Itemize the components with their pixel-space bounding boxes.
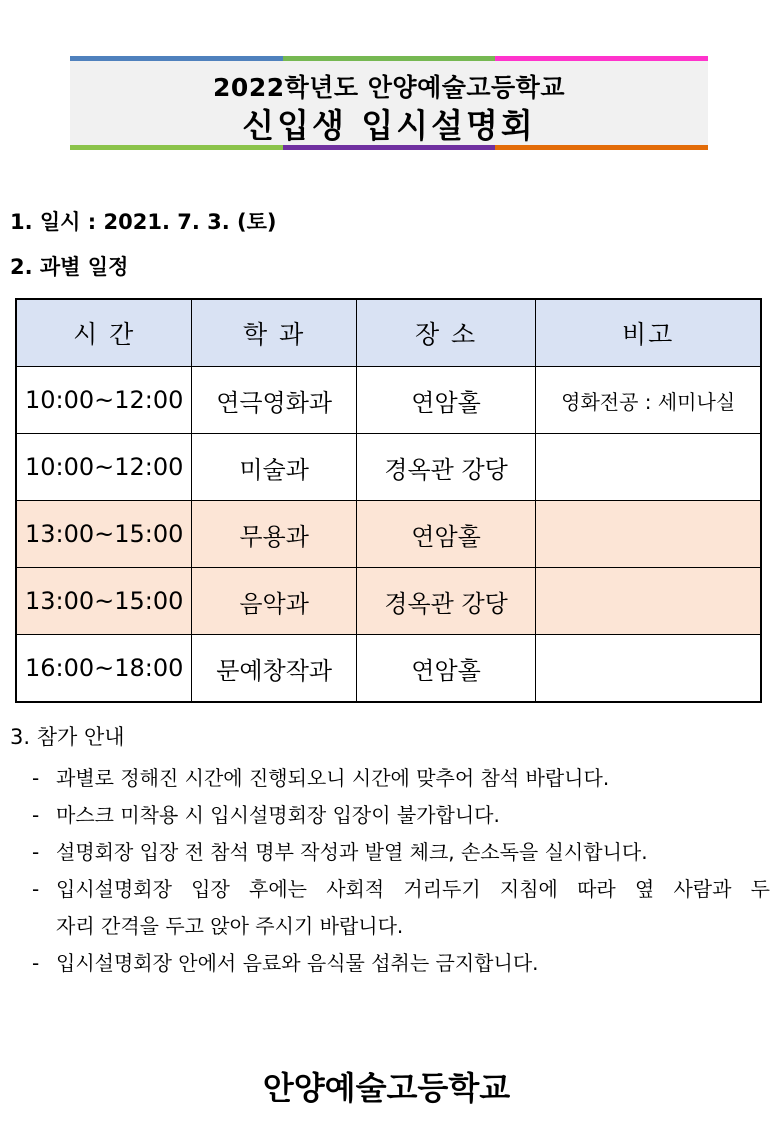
- guide-text: 자리 간격을 두고 앉아 주시기 바랍니다.: [56, 914, 404, 938]
- cell-note: [536, 501, 761, 568]
- top-bar-segment-2: [283, 56, 496, 61]
- cell-time: 10:00~12:00: [16, 434, 192, 501]
- header-time: 시 간: [16, 299, 192, 367]
- section-guide-heading: 3. 참가 안내: [10, 725, 125, 749]
- cell-place: 연암홀: [356, 501, 535, 568]
- table-header-row: [16, 299, 761, 367]
- cell-place: 경옥관 강당: [356, 568, 535, 635]
- dash-bullet: -: [32, 951, 40, 975]
- cell-department: 무용과: [192, 501, 356, 568]
- title-bottom-bar: [70, 145, 708, 150]
- dash-bullet: -: [32, 840, 40, 864]
- guide-text: 마스크 미착용 시 입시설명회장 입장이 불가합니다.: [56, 803, 500, 827]
- cell-place: 경옥관 강당: [356, 434, 535, 501]
- cell-department: 문예창작과: [192, 635, 356, 703]
- table-row: [16, 434, 761, 501]
- section-date: 1. 일시 : 2021. 7. 3. (토): [10, 210, 277, 234]
- list-item-continuation: [32, 908, 770, 945]
- list-item: [32, 797, 770, 834]
- list-item: [32, 834, 770, 871]
- cell-note: [536, 635, 761, 703]
- cell-time: 13:00~15:00: [16, 568, 192, 635]
- footer-school-name: 안양예술고등학교: [262, 1069, 511, 1107]
- title-line-1: 2022학년도 안양예술고등학교: [213, 73, 565, 102]
- header-note: 비고: [536, 299, 761, 367]
- cell-note: [536, 568, 761, 635]
- dash-bullet: -: [32, 766, 40, 790]
- guide-text: 입시설명회장 입장 후에는 사회적 거리두기 지침에 따라 옆 사람과 두: [56, 877, 770, 901]
- guide-text: 설명회장 입장 전 참석 명부 작성과 발열 체크, 손소독을 실시합니다.: [56, 840, 648, 864]
- dash-bullet: -: [32, 803, 40, 827]
- guide-text: 입시설명회장 안에서 음료와 음식물 섭취는 금지합니다.: [56, 951, 539, 975]
- cell-place: 연암홀: [356, 635, 535, 703]
- section-schedule-heading: 2. 과별 일정: [10, 255, 129, 279]
- bottom-bar-segment-3: [495, 145, 708, 150]
- table-row: [16, 635, 761, 703]
- bottom-bar-segment-2: [283, 145, 496, 150]
- cell-note: [536, 434, 761, 501]
- dash-bullet: -: [32, 877, 40, 901]
- list-item: [32, 760, 770, 797]
- cell-time: 13:00~15:00: [16, 501, 192, 568]
- list-item: [32, 945, 770, 982]
- table-row: [16, 367, 761, 434]
- cell-time: 10:00~12:00: [16, 367, 192, 434]
- header-place: 장 소: [356, 299, 535, 367]
- top-bar-segment-3: [495, 56, 708, 61]
- bottom-bar-segment-1: [70, 145, 283, 150]
- cell-department: 연극영화과: [192, 367, 356, 434]
- cell-department: 미술과: [192, 434, 356, 501]
- table-row: [16, 568, 761, 635]
- guide-list: [32, 760, 770, 982]
- top-bar-segment-1: [70, 56, 283, 61]
- cell-time: 16:00~18:00: [16, 635, 192, 703]
- title-box: [70, 56, 708, 150]
- cell-note: 영화전공 : 세미나실: [536, 367, 761, 434]
- list-item: [32, 871, 770, 908]
- title-line-2: 신입생 입시설명회: [242, 106, 536, 145]
- title-top-bar: [70, 56, 708, 61]
- schedule-table: [15, 298, 762, 703]
- table-row: [16, 501, 761, 568]
- header-department: 학 과: [192, 299, 356, 367]
- guide-text: 과별로 정해진 시간에 진행되오니 시간에 맞추어 참석 바랍니다.: [56, 766, 610, 790]
- cell-department: 음악과: [192, 568, 356, 635]
- cell-place: 연암홀: [356, 367, 535, 434]
